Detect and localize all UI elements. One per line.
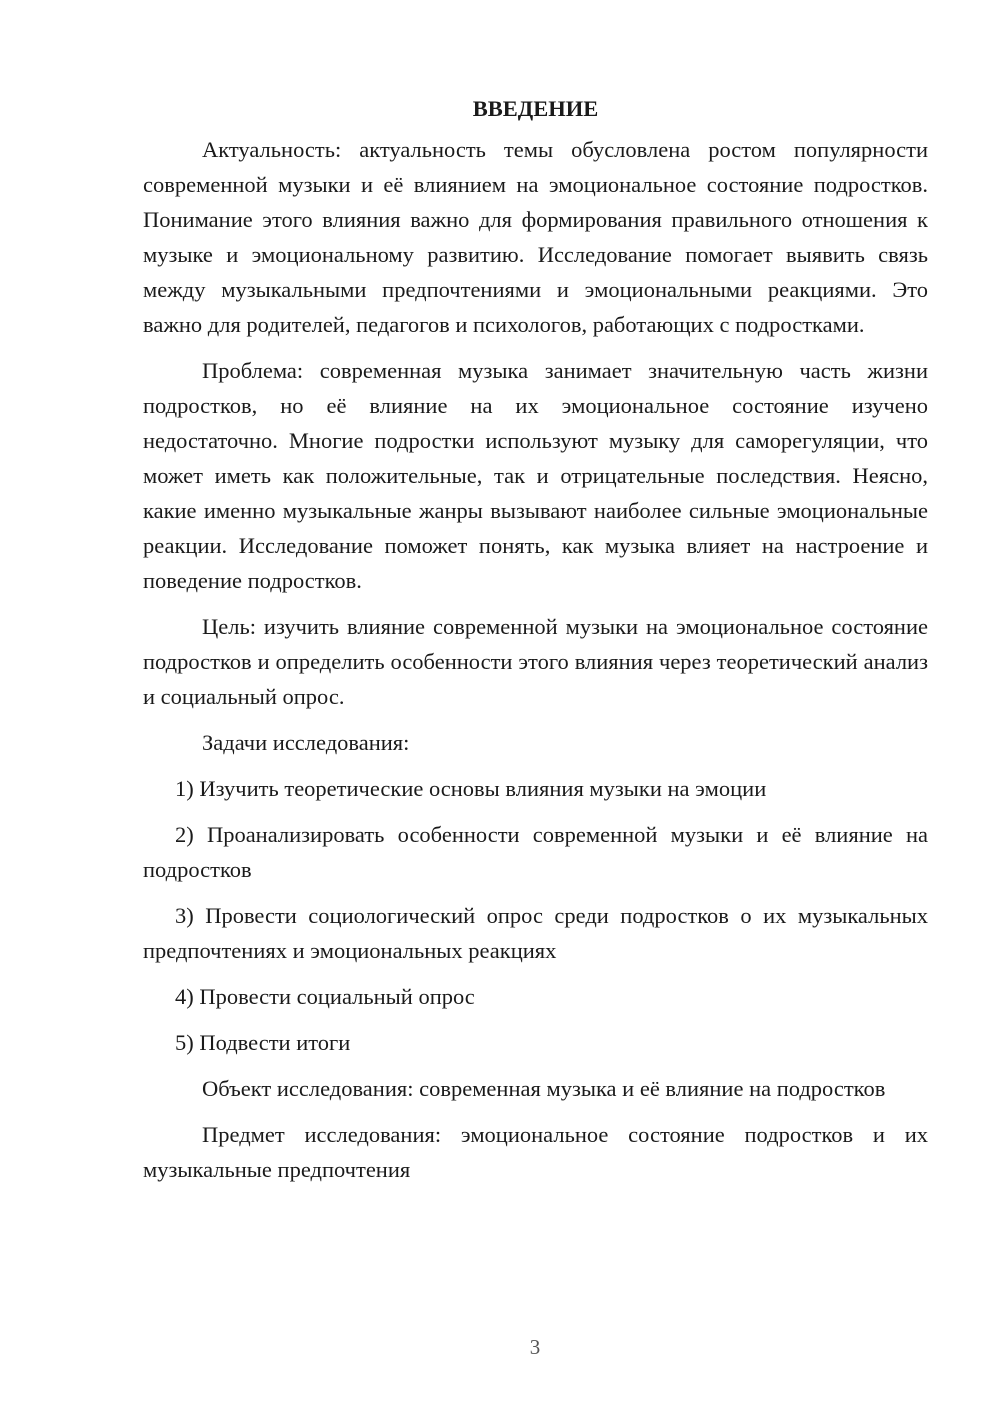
task-item-5: 5) Подвести итоги	[175, 1030, 351, 1055]
paragraph-subject: Предмет исследования: эмоциональное состояние подростков и их музыкальные предпочтения	[143, 1122, 928, 1182]
tasks-title: Задачи исследования:	[202, 730, 410, 755]
task-item-4: 4) Провести социальный опрос	[175, 984, 475, 1009]
paragraph-goal: Цель: изучить влияние современной музыки на эмоциональное состояние подростков и определить особенности этого влияния через теоретический анализ и социальный опрос.	[143, 614, 928, 709]
page-number: 3	[529, 1335, 541, 1359]
paragraph-problem: Проблема: современная музыка занимает значительную часть жизни подростков, но её влияние на их эмоциональное состояние изучено недостаточно. Многие подростки используют музыку для саморегуляции, что может иметь как положительные, так и отрицательные последствия. Неясно, какие именно музыкальные жанры вызывают наиболее сильные эмоциональные реакции. Исследование поможет понять, как музыка влияет на настроение и поведение подростков.	[143, 358, 928, 593]
paragraph-relevance: Актуальность: актуальность темы обусловлена ростом популярности современной музыки и её влиянием на эмоциональное состояние подростков. Понимание этого влияния важно для формирования правильного отношения к музыке и эмоциональному развитию. Исследование помогает выявить связь между музыкальными предпочтениями и эмоциональными реакциями. Это важно для родителей, педагогов и психологов, работающих с подростками.	[143, 137, 928, 337]
task-item-2: 2) Проанализировать особенности современной музыки и её влияние на подростков	[143, 822, 928, 882]
paragraph-object: Объект исследования: современная музыка и её влияние на подростков	[202, 1076, 886, 1101]
task-item-3: 3) Провести социологический опрос среди подростков о их музыкальных предпочтениях и эмоциональных реакциях	[143, 903, 928, 963]
task-item-1: 1) Изучить теоретические основы влияния музыки на эмоции	[175, 776, 767, 801]
page-content	[143, 91, 928, 1198]
section-heading: ВВЕДЕНИЕ	[472, 96, 599, 121]
